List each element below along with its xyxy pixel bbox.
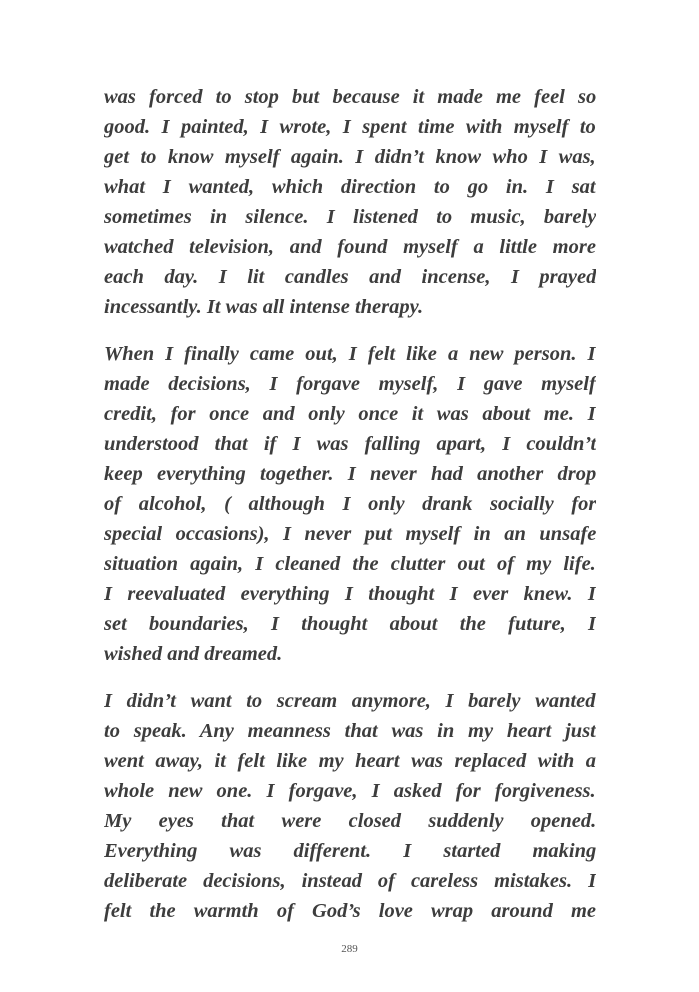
text-line: each day. I lit candles and incense, I prayed — [104, 266, 596, 288]
body-text — [104, 82, 596, 943]
text-line: wished and dreamed. — [104, 643, 283, 665]
text-line: understood that if I was falling apart, I couldn’t — [104, 433, 596, 455]
text-line: set boundaries, I thought about the future, I — [104, 613, 596, 635]
text-line: I reevaluated everything I thought I ever knew. I — [104, 583, 596, 605]
text-line: situation again, I cleaned the clutter out of my life. — [104, 553, 596, 575]
text-line: of alcohol, ( although I only drank socially for — [104, 493, 596, 515]
text-line: sometimes in silence. I listened to music, barely — [104, 206, 596, 228]
text-line: whole new one. I forgave, I asked for forgiveness. — [104, 780, 596, 802]
text-line: deliberate decisions, instead of careless mistakes. I — [104, 870, 596, 892]
paragraph-2 — [104, 339, 596, 669]
paragraph-1 — [104, 82, 596, 322]
text-line: was forced to stop but because it made me feel so — [104, 86, 596, 108]
text-line: made decisions, I forgave myself, I gave myself — [104, 373, 596, 395]
text-line: When I finally came out, I felt like a new person. I — [104, 343, 596, 365]
text-line: incessantly. It was all intense therapy. — [104, 296, 424, 318]
text-line: credit, for once and only once it was about me. I — [104, 403, 596, 425]
text-line: I didn’t want to scream anymore, I barely wanted — [104, 690, 596, 712]
text-line: Everything was different. I started making — [104, 840, 596, 862]
text-line: special occasions), I never put myself in an unsafe — [104, 523, 596, 545]
text-line: what I wanted, which direction to go in. I sat — [104, 176, 596, 198]
paragraph-3 — [104, 686, 596, 926]
text-line: felt the warmth of God’s love wrap around me — [104, 900, 596, 922]
text-line: to speak. Any meanness that was in my heart just — [104, 720, 596, 742]
text-line: My eyes that were closed suddenly opened. — [104, 810, 596, 832]
text-line: watched television, and found myself a little more — [104, 236, 596, 258]
text-line: went away, it felt like my heart was replaced with a — [104, 750, 596, 772]
text-line: good. I painted, I wrote, I spent time with myself to — [104, 116, 596, 138]
page-number: 289 — [341, 943, 358, 955]
text-line: keep everything together. I never had another drop — [104, 463, 596, 485]
text-line: get to know myself again. I didn’t know who I was, — [104, 146, 596, 168]
